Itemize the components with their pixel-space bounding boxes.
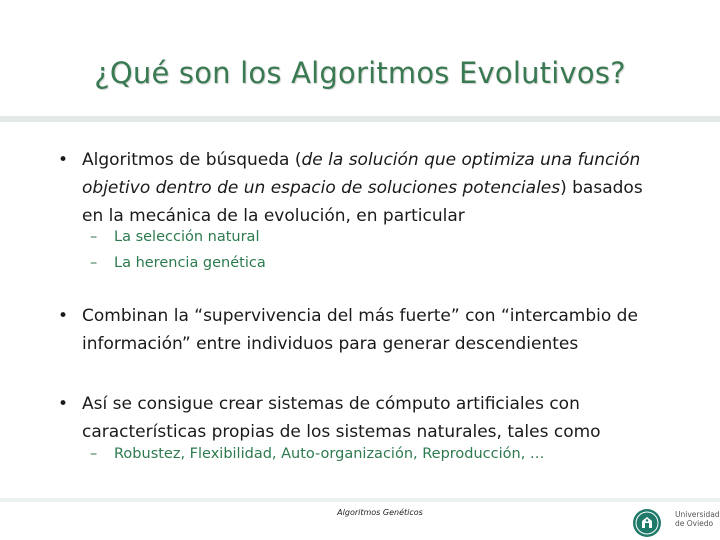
bullet-3 bbox=[58, 390, 682, 446]
sub-bullet-1-1 bbox=[90, 224, 674, 250]
bullet-1 bbox=[58, 146, 682, 230]
sub-bullet-marker: – bbox=[90, 229, 98, 245]
university-seal-icon bbox=[632, 508, 662, 538]
bullet-1-line-3: en la mecánica de la evolución, en particular bbox=[82, 206, 465, 226]
bullet-1-line-1 bbox=[82, 146, 682, 174]
bullet-2 bbox=[58, 302, 682, 358]
bullet-2-line-2: información” entre individuos para generar descendientes bbox=[82, 334, 579, 354]
sub-bullet-1-2 bbox=[90, 250, 674, 276]
sub-bullet-3-1 bbox=[90, 441, 674, 467]
bullet-1-italic-2: objetivo dentro de un espacio de soluciones potenciales bbox=[82, 178, 561, 198]
logo-text-line-1: Universidad bbox=[675, 510, 720, 519]
sub-bullet-marker: – bbox=[90, 255, 98, 271]
bullet-1-text-pre: Algoritmos de búsqueda ( bbox=[82, 150, 302, 170]
sub-bullet-text: La herencia genética bbox=[114, 255, 266, 271]
title-divider bbox=[0, 116, 720, 122]
logo-text-line-2: de Oviedo bbox=[675, 519, 714, 528]
university-logo-text bbox=[675, 510, 720, 528]
bullet-3-line-1: Así se consigue crear sistemas de cómputo artificiales con bbox=[82, 394, 580, 414]
bullet-marker: • bbox=[58, 394, 69, 414]
slide-title: ¿Qué son los Algoritmos Evolutivos? bbox=[94, 56, 626, 90]
footer-text: Algoritmos Genéticos bbox=[337, 508, 423, 517]
sub-bullet-marker: – bbox=[90, 446, 98, 462]
bullet-marker: • bbox=[58, 150, 69, 170]
bullet-3-line-2: características propias de los sistemas naturales, tales como bbox=[82, 422, 601, 442]
bullet-2-line-1: Combinan la “supervivencia del más fuerte” con “intercambio de bbox=[82, 306, 638, 326]
bullet-marker: • bbox=[58, 306, 69, 326]
bullet-1-line-2 bbox=[82, 174, 682, 202]
sub-bullet-text: La selección natural bbox=[114, 229, 260, 245]
sub-bullet-text: Robustez, Flexibilidad, Auto-organización, Reproducción, … bbox=[114, 446, 545, 462]
footer-divider bbox=[0, 498, 720, 502]
bullet-1-italic-1: de la solución que optimiza una función bbox=[301, 150, 641, 170]
bullet-1-text-post: ) basados bbox=[560, 178, 643, 198]
